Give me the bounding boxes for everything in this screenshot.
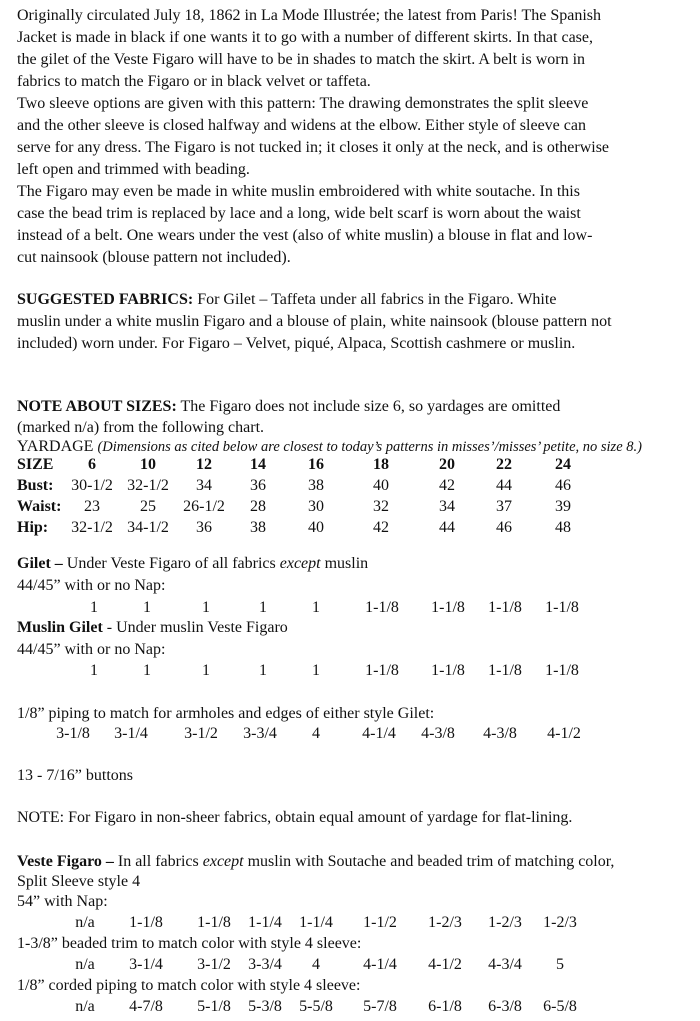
intro-line: Jacket is made in black if one wants it to go with a number of different skirts. In that case, (17, 29, 593, 46)
yardage-value: 5-3/8 (248, 998, 282, 1015)
yardage-value: 1-1/8 (365, 599, 399, 616)
size-table-cell: 23 (84, 498, 100, 515)
gilet-title: Gilet – (17, 555, 63, 572)
fabrics-label: SUGGESTED FABRICS: (17, 291, 194, 308)
yardage-value: n/a (75, 956, 95, 973)
yardage-value: 1 (312, 662, 320, 679)
size-table-cell: 40 (373, 477, 389, 494)
size-table-cell: 30-1/2 (71, 477, 113, 494)
size-table-cell: 28 (250, 498, 266, 515)
yardage-value: 1-1/8 (545, 662, 579, 679)
yardage-value: 3-3/4 (243, 725, 277, 742)
muslin-gilet-desc: - Under muslin Veste Figaro (102, 619, 288, 636)
size-table-cell: 38 (308, 477, 324, 494)
piping-text: 1/8” piping to match for armholes and edges of either style Gilet: (17, 705, 435, 722)
size-table-cell: 18 (373, 456, 389, 473)
veste-nap: 54” with Nap: (17, 893, 108, 910)
fabrics-text: For Gilet – Taffeta under all fabrics in the Figaro. White (193, 291, 557, 308)
yardage-value: 1-1/8 (365, 662, 399, 679)
yardage-value: 1-1/8 (431, 599, 465, 616)
gilet-nap: 44/45” with or no Nap: (17, 577, 166, 594)
yardage-value: 4-3/8 (483, 725, 517, 742)
buttons-text: 13 - 7/16” buttons (17, 767, 133, 784)
size-table-cell: 38 (250, 519, 266, 536)
yardage-value: 1 (143, 599, 151, 616)
size-table-cell: 44 (439, 519, 455, 536)
intro-line: Two sleeve options are given with this pattern: The drawing demonstrates the split sleeve (17, 95, 589, 112)
intro-line: serve for any dress. The Figaro is not tucked in; it closes it only at the neck, and is otherwise (17, 139, 610, 156)
size-table-cell: 25 (140, 498, 156, 515)
size-table-cell: 34 (196, 477, 212, 494)
gilet-desc: Under Veste Figaro of all fabrics (62, 555, 280, 572)
fabrics-line (17, 290, 556, 310)
size-table-cell: 44 (496, 477, 512, 494)
size-table-cell: 32-1/2 (71, 519, 113, 536)
size-table-cell: 6 (88, 456, 96, 473)
yardage-value: 1 (259, 662, 267, 679)
size-table-cell: 36 (196, 519, 212, 536)
yardage-value: 4-1/2 (428, 956, 462, 973)
size-table-cell: 42 (439, 477, 455, 494)
sizes-note-label: NOTE ABOUT SIZES: (17, 398, 177, 415)
yardage-value: 1-1/8 (197, 914, 231, 931)
intro-line: case the bead trim is replaced by lace and a long, wide belt scarf is worn about the waist (17, 205, 581, 222)
yardage-label: YARDAGE (17, 438, 98, 455)
size-table-cell: 46 (555, 477, 571, 494)
size-table-cell: 32-1/2 (127, 477, 169, 494)
size-table-cell: 37 (496, 498, 512, 515)
yardage-value: 5-1/8 (197, 998, 231, 1015)
yardage-value: 1-1/2 (363, 914, 397, 931)
size-table-cell: 46 (496, 519, 512, 536)
gilet-desc-emphasis: except (279, 555, 321, 572)
muslin-gilet-heading (17, 618, 288, 638)
size-table-cell: 39 (555, 498, 571, 515)
size-table-cell: 42 (373, 519, 389, 536)
yardage-value: 1-1/4 (299, 914, 333, 931)
yardage-value: 1 (90, 599, 98, 616)
yardage-value: 1-2/3 (488, 914, 522, 931)
muslin-gilet-nap: 44/45” with or no Nap: (17, 641, 166, 658)
yardage-value: 1 (143, 662, 151, 679)
size-table-cell: 30 (308, 498, 324, 515)
intro-line: and the other sleeve is closed halfway and widens at the elbow. Either style of sleeve can (17, 117, 586, 134)
yardage-value: 1-1/8 (545, 599, 579, 616)
size-table-cell: 34-1/2 (127, 519, 169, 536)
intro-line: left open and trimmed with beading. (17, 161, 250, 178)
yardage-value: 1 (202, 599, 210, 616)
size-table-row-label: Waist: (17, 498, 62, 515)
size-table-row-label: Bust: (17, 477, 54, 494)
yardage-value: 3-1/4 (129, 956, 163, 973)
yardage-value: 6-5/8 (543, 998, 577, 1015)
corded-piping-text: 1/8” corded piping to match color with style 4 sleeve: (17, 977, 361, 994)
gilet-desc-end: muslin (320, 555, 369, 572)
muslin-gilet-title: Muslin Gilet (17, 619, 103, 636)
intro-line: The Figaro may even be made in white muslin embroidered with white soutache. In this (17, 183, 580, 200)
yardage-value: 4-1/4 (363, 956, 397, 973)
yardage-value: 4-3/4 (488, 956, 522, 973)
size-table-row-label: Hip: (17, 519, 49, 536)
yardage-value: 1-1/8 (431, 662, 465, 679)
yardage-value: 1-2/3 (428, 914, 462, 931)
veste-desc-end: muslin with Soutache and beaded trim of matching color, (243, 853, 615, 870)
yardage-value: 5-5/8 (299, 998, 333, 1015)
yardage-value: 4 (312, 956, 320, 973)
size-table-cell: 40 (308, 519, 324, 536)
yardage-value: 1-1/8 (129, 914, 163, 931)
intro-line: cut nainsook (blouse pattern not included). (17, 249, 291, 266)
yardage-value: 3-1/2 (197, 956, 231, 973)
veste-title: Veste Figaro – (17, 853, 114, 870)
beaded-trim-text: 1-3/8” beaded trim to match color with style 4 sleeve: (17, 935, 362, 952)
yardage-value: 1 (90, 662, 98, 679)
size-table-cell: 24 (555, 456, 571, 473)
yardage-value: 4-7/8 (129, 998, 163, 1015)
lining-note: NOTE: For Figaro in non-sheer fabrics, obtain equal amount of yardage for flat-lining. (17, 809, 573, 826)
intro-line: Originally circulated July 18, 1862 in La Mode Illustrée; the latest from Paris! The Spanish (17, 7, 602, 24)
yardage-value: 3-1/4 (114, 725, 148, 742)
yardage-value: 4-1/4 (362, 725, 396, 742)
yardage-value: 6-3/8 (488, 998, 522, 1015)
size-table-cell: 34 (439, 498, 455, 515)
sizes-note-line: (marked n/a) from the following chart. (17, 419, 265, 436)
yardage-value: n/a (75, 998, 95, 1015)
yardage-value: 3-1/8 (56, 725, 90, 742)
yardage-value: 6-1/8 (428, 998, 462, 1015)
yardage-value: 1 (202, 662, 210, 679)
intro-line: fabrics to match the Figaro or in black velvet or taffeta. (17, 73, 371, 90)
yardage-value: 4-1/2 (547, 725, 581, 742)
size-table-cell: 10 (140, 456, 156, 473)
yardage-value: 5 (556, 956, 564, 973)
veste-style: Split Sleeve style 4 (17, 873, 141, 890)
gilet-heading (17, 554, 368, 574)
fabrics-line: muslin under a white muslin Figaro and a blouse of plain, white nainsook (blouse pattern not (17, 313, 612, 330)
yardage-value: 1-1/8 (488, 662, 522, 679)
veste-heading (17, 852, 614, 872)
size-table-row-label: SIZE (17, 456, 54, 473)
size-table-cell: 48 (555, 519, 571, 536)
size-table-cell: 22 (496, 456, 512, 473)
yardage-line (17, 437, 642, 457)
yardage-value: n/a (75, 914, 95, 931)
sizes-note-line (17, 397, 560, 417)
veste-desc: In all fabrics (113, 853, 203, 870)
yardage-value: 1-2/3 (543, 914, 577, 931)
size-table-cell: 14 (250, 456, 266, 473)
intro-line: instead of a belt. One wears under the vest (also of white muslin) a blouse in flat and low- (17, 227, 593, 244)
size-table-cell: 36 (250, 477, 266, 494)
fabrics-line: included) worn under. For Figaro – Velvet, piqué, Alpaca, Scottish cashmere or muslin. (17, 335, 576, 352)
yardage-value: 3-1/2 (184, 725, 218, 742)
sizes-note-text: The Figaro does not include size 6, so yardages are omitted (176, 398, 561, 415)
yardage-note: (Dimensions as cited below are closest to today’s patterns in misses’/misses’ petite, no size 8.) (97, 439, 642, 455)
intro-line: the gilet of the Veste Figaro will have to be in shades to match the skirt. A belt is worn in (17, 51, 586, 68)
yardage-value: 1 (312, 599, 320, 616)
yardage-value: 1-1/8 (488, 599, 522, 616)
yardage-value: 5-7/8 (363, 998, 397, 1015)
size-table-cell: 32 (373, 498, 389, 515)
yardage-value: 4 (312, 725, 320, 742)
size-table-cell: 16 (308, 456, 324, 473)
size-table-cell: 26-1/2 (183, 498, 225, 515)
yardage-value: 1 (259, 599, 267, 616)
veste-desc-emphasis: except (202, 853, 244, 870)
yardage-value: 3-3/4 (248, 956, 282, 973)
size-table-cell: 12 (196, 456, 212, 473)
yardage-value: 4-3/8 (421, 725, 455, 742)
yardage-value: 1-1/4 (248, 914, 282, 931)
size-table-cell: 20 (439, 456, 455, 473)
